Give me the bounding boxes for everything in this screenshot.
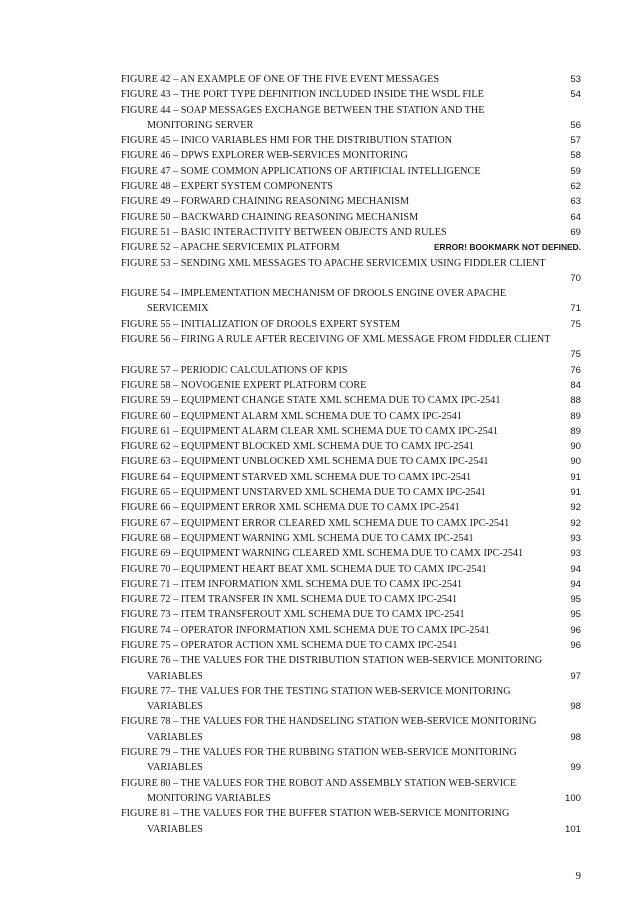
toc-page-number: 89 (570, 410, 581, 422)
bookmark-error-text: ERROR! BOOKMARK NOT DEFINED. (433, 242, 581, 253)
toc-page-number: 101 (564, 823, 581, 835)
toc-entry[interactable] (121, 806, 581, 837)
toc-entry-title: FIGURE 54 – IMPLEMENTATION MECHANISM OF DROOLS ENGINE OVER APACHE (121, 288, 507, 300)
toc-entry-line (121, 72, 581, 87)
toc-entry-line (121, 822, 581, 837)
toc-entry[interactable] (121, 133, 581, 148)
toc-entry[interactable] (121, 577, 581, 592)
toc-entry-line (121, 546, 581, 561)
toc-entry-title: MONITORING VARIABLES (147, 792, 271, 804)
toc-entry-line (121, 256, 581, 271)
toc-entry[interactable] (121, 531, 581, 546)
toc-entry-line (121, 562, 581, 577)
toc-page-number: 92 (570, 502, 581, 514)
toc-entry-title: FIGURE 77– THE VALUES FOR THE TESTING STATION WEB-SERVICE MONITORING (121, 685, 511, 697)
toc-entry-title: FIGURE 49 – FORWARD CHAINING REASONING MECHANISM (121, 196, 410, 208)
toc-entry-line (121, 516, 581, 531)
toc-entry-title: FIGURE 81 – THE VALUES FOR THE BUFFER STATION WEB-SERVICE MONITORING (121, 808, 510, 820)
toc-entry-line (121, 332, 581, 347)
toc-entry[interactable] (121, 225, 581, 240)
toc-entry-title: FIGURE 61 – EQUIPMENT ALARM CLEAR XML SCHEMA DUE TO CAMX IPC-2541 (121, 425, 498, 437)
toc-entry-title: FIGURE 64 – EQUIPMENT STARVED XML SCHEMA DUE TO CAMX IPC-2541 (121, 471, 472, 483)
toc-entry-line (121, 271, 581, 286)
toc-page-number: 99 (570, 762, 581, 774)
toc-entry-title: MONITORING SERVER (147, 119, 254, 131)
toc-entry-line (121, 118, 581, 133)
toc-entry-line (121, 500, 581, 515)
toc-entry-line (121, 363, 581, 378)
toc-entry[interactable] (121, 439, 581, 454)
toc-page-number: 53 (570, 74, 581, 85)
toc-entry-title: FIGURE 46 – DPWS EXPLORER WEB-SERVICES MONITORING (121, 150, 408, 162)
toc-entry-line (121, 317, 581, 332)
toc-entry-line (121, 623, 581, 638)
toc-entry-line (121, 164, 581, 179)
toc-entry-line (121, 103, 581, 118)
toc-page-number: 64 (570, 211, 581, 223)
toc-entry-line (121, 470, 581, 485)
toc-entry[interactable] (121, 470, 581, 485)
toc-entry-title: FIGURE 79 – THE VALUES FOR THE RUBBING STATION WEB-SERVICE MONITORING (121, 747, 517, 759)
toc-entry-line (121, 194, 581, 209)
toc-page-number: 59 (570, 165, 581, 177)
toc-entry-line (121, 577, 581, 592)
toc-page-number: 93 (570, 548, 581, 560)
toc-entry-line (121, 485, 581, 500)
toc-entry[interactable] (121, 286, 581, 317)
toc-entry-title: FIGURE 72 – ITEM TRANSFER IN XML SCHEMA DUE TO CAMX IPC-2541 (121, 594, 458, 606)
toc-entry-title: FIGURE 59 – EQUIPMENT CHANGE STATE XML SCHEMA DUE TO CAMX IPC-2541 (121, 395, 501, 407)
toc-entry-title: FIGURE 71 – ITEM INFORMATION XML SCHEMA DUE TO CAMX IPC-2541 (121, 578, 463, 590)
toc-page-number: 95 (570, 594, 581, 606)
toc-page-number: 97 (570, 670, 581, 682)
toc-entry[interactable] (121, 164, 581, 179)
toc-page-number: 92 (570, 517, 581, 529)
toc-page-number: 75 (570, 349, 581, 361)
toc-page-number: 98 (570, 701, 581, 713)
toc-entry[interactable] (121, 745, 581, 776)
toc-entry-title: FIGURE 48 – EXPERT SYSTEM COMPONENTS (121, 181, 333, 193)
toc-entry[interactable] (121, 714, 581, 745)
toc-entry-line (121, 133, 581, 148)
toc-entry[interactable] (121, 562, 581, 577)
toc-entry[interactable] (121, 592, 581, 607)
toc-page-number: 75 (570, 318, 581, 330)
toc-entry-line (121, 806, 581, 821)
toc-page-number: 54 (570, 89, 581, 101)
toc-entry-line (121, 791, 581, 806)
toc-entry-title: FIGURE 68 – EQUIPMENT WARNING XML SCHEMA DUE TO CAMX IPC-2541 (121, 532, 474, 544)
toc-page-number: 88 (570, 395, 581, 407)
toc-entry-title: FIGURE 63 – EQUIPMENT UNBLOCKED XML SCHEMA DUE TO CAMX IPC-2541 (121, 456, 489, 468)
toc-entry-line (121, 240, 581, 255)
toc-entry-line (121, 760, 581, 775)
toc-page-number: 94 (570, 578, 581, 590)
toc-page-number: 91 (570, 487, 581, 499)
toc-entry-title: VARIABLES (147, 731, 203, 743)
toc-entry-title: FIGURE 47 – SOME COMMON APPLICATIONS OF ARTIFICIAL INTELLIGENCE (121, 165, 481, 177)
toc-entry-line (121, 87, 581, 102)
toc-entry[interactable] (121, 393, 581, 408)
toc-entry-title: FIGURE 58 – NOVOGENIE EXPERT PLATFORM CORE (121, 379, 367, 391)
toc-page-number: 100 (564, 792, 581, 804)
toc-entry-title: FIGURE 42 – AN EXAMPLE OF ONE OF THE FIVE EVENT MESSAGES (121, 74, 440, 85)
toc-entry[interactable] (121, 546, 581, 561)
toc-entry-line (121, 730, 581, 745)
toc-entry[interactable] (121, 378, 581, 393)
toc-entry-title: FIGURE 78 – THE VALUES FOR THE HANDSELING STATION WEB-SERVICE MONITORING (121, 716, 537, 728)
toc-entry-line (121, 745, 581, 760)
toc-entry-title: FIGURE 76 – THE VALUES FOR THE DISTRIBUTION STATION WEB-SERVICE MONITORING (121, 655, 543, 667)
toc-entry[interactable] (121, 103, 581, 134)
toc-entry-line (121, 592, 581, 607)
toc-page-number: 93 (570, 532, 581, 544)
page-number: 9 (575, 870, 581, 882)
toc-page-number: 90 (570, 456, 581, 468)
toc-entry-title: FIGURE 70 – EQUIPMENT HEART BEAT XML SCHEMA DUE TO CAMX IPC-2541 (121, 563, 487, 575)
toc-entry[interactable] (121, 485, 581, 500)
toc-page-number: 89 (570, 425, 581, 437)
toc-page-number: 96 (570, 624, 581, 636)
toc-entry[interactable] (121, 776, 581, 807)
toc-entry[interactable] (121, 409, 581, 424)
toc-entry-line (121, 301, 581, 316)
toc-entry-title: FIGURE 45 – INICO VARIABLES HMI FOR THE DISTRIBUTION STATION (121, 135, 453, 147)
toc-entry-title: SERVICEMIX (147, 303, 209, 315)
toc-entry-line (121, 714, 581, 729)
toc-entry-line (121, 439, 581, 454)
toc-entry-title: FIGURE 43 – THE PORT TYPE DEFINITION INCLUDED INSIDE THE WSDL FILE (121, 89, 484, 101)
toc-entry-title: VARIABLES (147, 823, 203, 835)
toc-entry-line (121, 454, 581, 469)
toc-entry-title: FIGURE 55 – INITIALIZATION OF DROOLS EXPERT SYSTEM (121, 318, 401, 330)
toc-entry[interactable] (121, 638, 581, 653)
toc-entry-line (121, 776, 581, 791)
toc-entry-title: FIGURE 73 – ITEM TRANSFEROUT XML SCHEMA DUE TO CAMX IPC-2541 (121, 609, 465, 621)
toc-page-number: 57 (570, 135, 581, 147)
toc-entry-title: FIGURE 69 – EQUIPMENT WARNING CLEARED XML SCHEMA DUE TO CAMX IPC-2541 (121, 548, 524, 560)
toc-entry-line (121, 148, 581, 163)
toc-entry[interactable] (121, 424, 581, 439)
toc-entry-title: VARIABLES (147, 701, 203, 713)
toc-entry-line (121, 286, 581, 301)
toc-page-number: 91 (570, 471, 581, 483)
toc-entry-title: VARIABLES (147, 762, 203, 774)
toc-entry-title: FIGURE 67 – EQUIPMENT ERROR CLEARED XML SCHEMA DUE TO CAMX IPC-2541 (121, 517, 510, 529)
toc-page-number: 62 (570, 181, 581, 193)
toc-entry[interactable] (121, 317, 581, 332)
toc-entry-line (121, 225, 581, 240)
toc-entry-line (121, 409, 581, 424)
toc-entry-line (121, 210, 581, 225)
toc-entry-title: FIGURE 80 – THE VALUES FOR THE ROBOT AND ASSEMBLY STATION WEB-SERVICE (121, 777, 517, 789)
toc-entry-title: FIGURE 52 – APACHE SERVICEMIX PLATFORM (121, 242, 340, 254)
toc-entry-line (121, 669, 581, 684)
toc-entry[interactable] (121, 148, 581, 163)
toc-page-number: 90 (570, 441, 581, 453)
toc-page-number: 58 (570, 150, 581, 162)
toc-entry-line (121, 179, 581, 194)
toc-entry[interactable] (121, 210, 581, 225)
toc-entry-title: FIGURE 60 – EQUIPMENT ALARM XML SCHEMA DUE TO CAMX IPC-2541 (121, 410, 462, 422)
toc-page-number: 95 (570, 609, 581, 621)
toc-page-number: 94 (570, 563, 581, 575)
toc-entry[interactable] (121, 240, 581, 255)
toc-entry[interactable] (121, 87, 581, 102)
toc-entry-line (121, 531, 581, 546)
toc-entry[interactable] (121, 363, 581, 378)
toc-entry[interactable] (121, 653, 581, 684)
toc-page-number: 96 (570, 639, 581, 651)
toc-entry-title: FIGURE 66 – EQUIPMENT ERROR XML SCHEMA DUE TO CAMX IPC-2541 (121, 502, 460, 514)
list-of-figures (121, 72, 581, 837)
toc-page-number: 98 (570, 731, 581, 743)
toc-page-number: 56 (570, 119, 581, 131)
toc-entry-title: FIGURE 51 – BASIC INTERACTIVITY BETWEEN OBJECTS AND RULES (121, 226, 447, 238)
toc-entry[interactable] (121, 684, 581, 715)
toc-entry-line (121, 393, 581, 408)
toc-entry[interactable] (121, 516, 581, 531)
toc-entry-line (121, 424, 581, 439)
toc-entry[interactable] (121, 256, 581, 287)
toc-page-number: 63 (570, 196, 581, 208)
toc-entry[interactable] (121, 194, 581, 209)
toc-entry-line (121, 684, 581, 699)
toc-entry-line (121, 699, 581, 714)
toc-entry-line (121, 638, 581, 653)
toc-entry-line (121, 607, 581, 622)
toc-entry-line (121, 347, 581, 362)
toc-entry-title: FIGURE 75 – OPERATOR ACTION XML SCHEMA DUE TO CAMX IPC-2541 (121, 639, 458, 651)
toc-entry-title: FIGURE 65 – EQUIPMENT UNSTARVED XML SCHEMA DUE TO CAMX IPC-2541 (121, 487, 486, 499)
toc-entry-title: FIGURE 62 – EQUIPMENT BLOCKED XML SCHEMA DUE TO CAMX IPC-2541 (121, 441, 474, 453)
toc-entry-title: FIGURE 74 – OPERATOR INFORMATION XML SCHEMA DUE TO CAMX IPC-2541 (121, 624, 490, 636)
toc-entry-title: FIGURE 57 – PERIODIC CALCULATIONS OF KPIS (121, 364, 348, 376)
toc-entry-title: FIGURE 44 – SOAP MESSAGES EXCHANGE BETWEEN THE STATION AND THE (121, 104, 485, 116)
toc-entry-title: VARIABLES (147, 670, 203, 682)
toc-entry[interactable] (121, 332, 581, 363)
toc-page-number: 70 (570, 272, 581, 284)
toc-entry[interactable] (121, 607, 581, 622)
toc-entry[interactable] (121, 72, 581, 87)
toc-entry[interactable] (121, 454, 581, 469)
toc-page-number: 76 (570, 364, 581, 376)
toc-entry[interactable] (121, 179, 581, 194)
toc-page-number: 71 (570, 303, 581, 315)
toc-entry-title: FIGURE 53 – SENDING XML MESSAGES TO APACHE SERVICEMIX USING FIDDLER CLIENT (121, 257, 546, 269)
toc-entry[interactable] (121, 500, 581, 515)
toc-entry-title: FIGURE 56 – FIRING A RULE AFTER RECEIVING OF XML MESSAGE FROM FIDDLER CLIENT (121, 334, 551, 346)
toc-entry-title: FIGURE 50 – BACKWARD CHAINING REASONING MECHANISM (121, 211, 419, 223)
toc-entry-line (121, 653, 581, 668)
toc-entry[interactable] (121, 623, 581, 638)
toc-page-number: 84 (570, 379, 581, 391)
toc-entry-line (121, 378, 581, 393)
toc-page-number: 69 (570, 226, 581, 238)
